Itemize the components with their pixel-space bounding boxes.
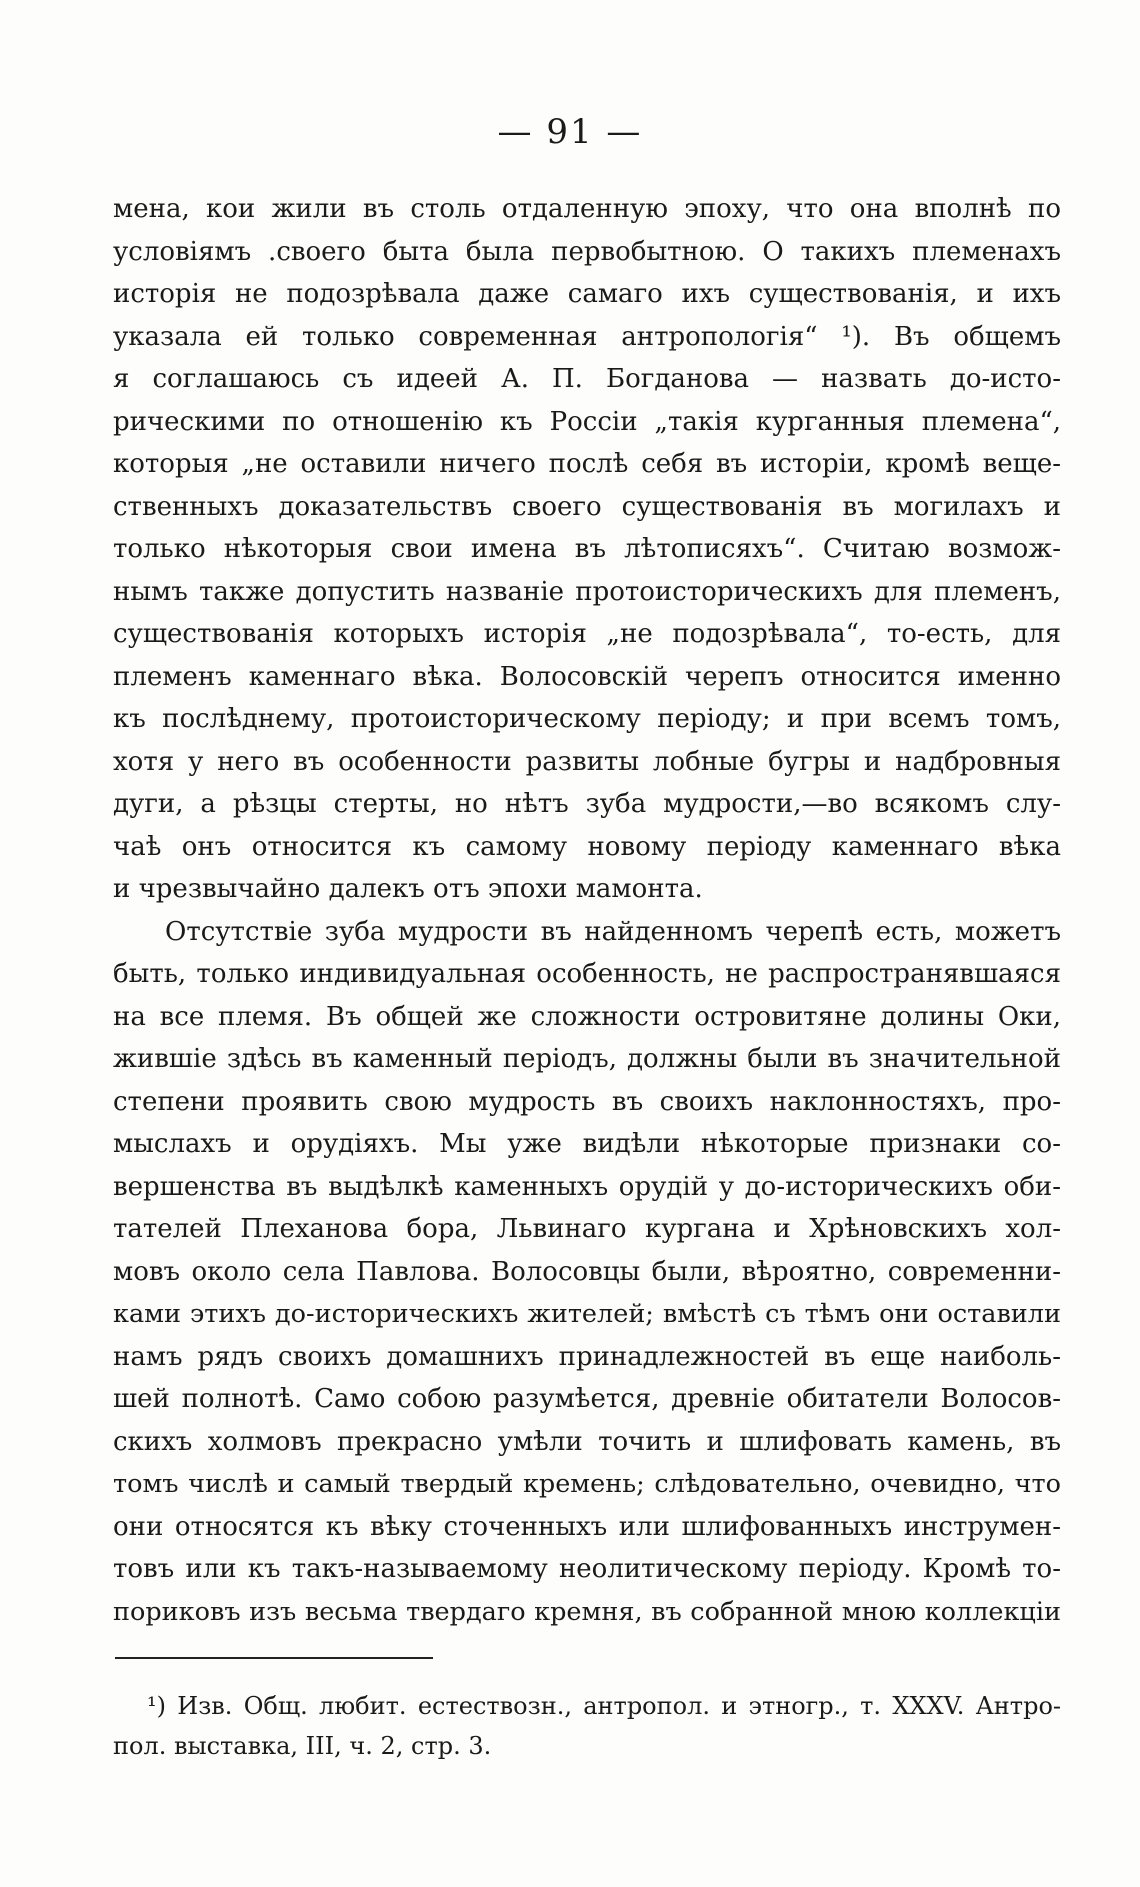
text-line: хотя у него въ особенности развиты лобные бугры и надбровныя — [113, 746, 1061, 777]
text-line: они относятся къ вѣку сточенныхъ или шлифованныхъ инструмен- — [113, 1511, 1061, 1542]
text-line: жившіе здѣсь въ каменный періодъ, должны были въ значительной — [113, 1044, 1061, 1074]
text-line: ками этихъ до-историческихъ жителей; вмѣстѣ съ тѣмъ они оставили — [113, 1299, 1061, 1329]
text-line: которыя „не оставили ничего послѣ себя въ исторіи, кромѣ веще- — [113, 449, 1061, 479]
text-line: только нѣкоторыя свои имена въ лѣтописяхъ“. Считаю возмож- — [113, 534, 1061, 564]
text-line: вершенства въ выдѣлкѣ каменныхъ орудій у до-историческихъ оби- — [113, 1171, 1061, 1202]
text-line: степени проявить свою мудрость въ своихъ наклонностяхъ, про- — [113, 1086, 1061, 1117]
text-line: рическими по отношенію къ Россіи „такія курганныя племена“, — [113, 406, 1061, 437]
footnote-line: пол. выставка, III, ч. 2, стр. 3. — [113, 1732, 492, 1760]
text-line: къ послѣднему, протоисторическому періоду; и при всемъ томъ, — [113, 704, 1061, 734]
text-line: на все племя. Въ общей же сложности островитяне долины Оки, — [113, 1001, 1061, 1032]
main-text — [113, 188, 1061, 1633]
text-line: дуги, а рѣзцы стерты, но нѣтъ зуба мудрости,—во всякомъ слу- — [113, 789, 1061, 819]
text-line: товъ или къ такъ-называемому неолитическому періоду. Кромѣ то- — [113, 1554, 1061, 1584]
text-line: тателей Плеханова бора, Львинаго кургана и Хрѣновскихъ хол- — [113, 1214, 1061, 1244]
text-line: указала ей только современная антропологія“ ¹). Въ общемъ — [113, 321, 1061, 352]
text-line: томъ числѣ и самый твердый кремень; слѣдовательно, очевидно, что — [113, 1469, 1061, 1499]
text-line: ственныхъ доказательствъ ׃своего существованія въ могилахъ и — [113, 491, 1061, 522]
text-line: намъ рядъ своихъ домашнихъ принадлежностей въ еще наиболь- — [113, 1341, 1061, 1372]
page-number: — 91 — — [497, 112, 643, 152]
text-line: быть, только индивидуальная особенность, не распространявшаяся — [113, 959, 1061, 989]
footnote-line: ¹) Изв. Общ. любит. естествозн., антропол. и этногр., т. XXXV. Антро- — [147, 1692, 1061, 1720]
footnote-divider — [115, 1657, 433, 1659]
text-line: мена, кои жили въ столь отдаленную эпоху, что она вполнѣ по — [113, 194, 1061, 224]
footnotes — [113, 1686, 1061, 1766]
text-line: шей полнотѣ. Само собою разумѣется, древніе обитатели Волосов- — [113, 1384, 1061, 1414]
text-line: я соглашаюсь съ идеей А. П. Богданова — назвать до-исто- — [113, 364, 1061, 394]
text-line: исторія не подозрѣвала даже самаго ихъ существованія, и ихъ — [113, 279, 1061, 309]
text-line: пориковъ изъ весьма твердаго кремня, въ собранной мною коллекціи — [113, 1596, 1061, 1627]
text-line: существованія которыхъ исторія „не подозрѣвала“, то-есть, для — [113, 619, 1061, 649]
text-line: скихъ холмовъ прекрасно умѣли точить и шлифовать камень, въ — [113, 1426, 1061, 1457]
text-line: мыслахъ и орудіяхъ. Мы уже видѣли нѣкоторые признаки со- — [113, 1129, 1061, 1159]
text-line: нымъ также допустить названіе протоисторическихъ для племенъ, — [113, 576, 1061, 607]
text-line: чаѣ онъ относится къ самому новому періоду каменнаго вѣка — [113, 831, 1061, 862]
paragraph-start-line: Отсутствіе зуба мудрости въ найденномъ черепѣ есть, можетъ — [165, 916, 1061, 947]
text-line: и чрезвычайно далекъ отъ эпохи мамонта. — [113, 874, 703, 904]
text-line: племенъ каменнаго вѣка. Волосовскій черепъ относится именно — [113, 661, 1061, 692]
text-line: условіямъ .своего быта была первобытною. О такихъ племенахъ — [113, 236, 1061, 267]
text-line: мовъ около села Павлова. Волосовцы были, вѣроятно, современни- — [113, 1256, 1061, 1287]
